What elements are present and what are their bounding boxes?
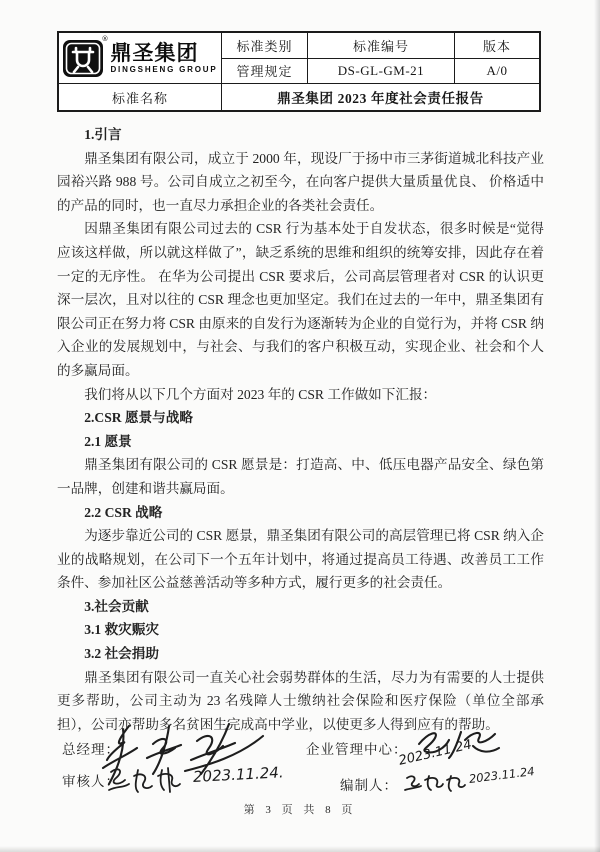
compiler-date: 2023.11.24 bbox=[468, 764, 536, 786]
standard-number-label: 标准编号 bbox=[308, 33, 455, 59]
section-heading: 3.2 社会捐助 bbox=[84, 646, 159, 662]
body-paragraph: 鼎圣集团有限公司的 CSR 愿景是：打造高、中、低压电器产品安全、绿色第一品牌，创建和谐共赢局面。 bbox=[57, 457, 544, 496]
body-paragraph: 因鼎圣集团有限公司过去的 CSR 行为基本处于自发状态，很多时候是“觉得应该这样做，所以就这样做了”，缺乏系统的思维和组织的统筹安排，因此存在着一定的无序性。 在华为公司提出 CSR 要求后，公司高层管理者对 CSR 的认识更深一层次，且对以往的 CSR 理念也更加坚定。我们在过去的一年中，鼎圣集团有限公司正在努力将 CSR 由原来的自发行为逐渐转为企业的自觉行为，并将 CSR 纳入企业的发展规划中，与社会、与我们的客户积极互动，实现企业、社会和个人的多赢局面。 bbox=[57, 221, 544, 378]
general-manager-label: 总经理： bbox=[62, 742, 120, 757]
section-heading: 1.引言 bbox=[84, 127, 122, 142]
body-paragraph: 我们将从以下几个方面对 2023 年的 CSR 工作做如下汇报： bbox=[84, 386, 437, 402]
company-logo bbox=[59, 33, 222, 84]
compiler-signature bbox=[401, 770, 467, 796]
standard-category-label: 标准类别 bbox=[222, 33, 308, 59]
standard-header-table bbox=[57, 31, 541, 112]
logo-english-name: DINGSHENG GROUP bbox=[110, 64, 218, 74]
logo-chinese-name: 鼎圣集团 bbox=[110, 41, 199, 65]
standard-name-label: 标准名称 bbox=[59, 84, 222, 110]
scan-edge-right bbox=[594, 0, 600, 852]
section-heading: 3.1 救灾赈灾 bbox=[84, 622, 159, 638]
management-center-label: 企业管理中心： bbox=[306, 742, 408, 757]
compiler-label: 编制人： bbox=[340, 778, 398, 793]
document-body bbox=[57, 123, 544, 736]
document-title: 鼎圣集团 2023 年度社会责任报告 bbox=[277, 91, 484, 107]
section-heading: 3.社会贡献 bbox=[84, 598, 149, 614]
reviewer-date: 2023.11.24. bbox=[192, 763, 285, 786]
body-paragraph: 鼎圣集团有限公司一直关心社会弱势群体的生活，尽力为有需要的人士提供更多帮助，公司主动为 23 名残障人士缴纳社会保险和医疗保险（单位全部承担），公司亦帮助多名贫困生完成高中学业，以使更多人得到应有的帮助。 bbox=[57, 669, 544, 732]
version-value: A/0 bbox=[455, 59, 539, 85]
body-paragraph: 为逐步靠近公司的 CSR 愿景，鼎圣集团有限公司的高层管理已将 CSR 纳入企业的战略规划，在公司下一个五年计划中，将通过提高员工待遇、改善员工工作条件、参加社区公益慈善活动等多种方式，履行更多的社会责任。 bbox=[57, 528, 544, 591]
reviewer-label: 审核人： bbox=[62, 774, 120, 789]
dingsheng-vessel-icon bbox=[62, 34, 110, 78]
version-label: 版本 bbox=[455, 33, 539, 59]
section-heading: 2.2 CSR 战略 bbox=[84, 504, 163, 520]
registered-trademark-symbol: ® bbox=[101, 34, 110, 43]
page-number-footer: 第 3 页 共 8 页 bbox=[243, 804, 357, 816]
standard-category-value: 管理规定 bbox=[222, 59, 308, 85]
reviewer-signature bbox=[103, 762, 189, 796]
scan-edge-bottom bbox=[0, 846, 600, 852]
management-center-date: 2023.11.24 bbox=[397, 737, 474, 769]
standard-number-value: DS-GL-GM-21 bbox=[308, 59, 455, 85]
section-heading: 2.CSR 愿景与战略 bbox=[84, 410, 193, 426]
body-paragraph: 鼎圣集团有限公司，成立于 2000 年，现设厂于扬中市三茅街道城北科技产业园裕兴路 988 号。公司自成立之初至今，在向客户提供大量质量优良、 价格适中的产品的同时，也一直尽力承担企业的各类社会责任。 bbox=[57, 150, 544, 213]
section-heading: 2.1 愿景 bbox=[84, 433, 132, 449]
